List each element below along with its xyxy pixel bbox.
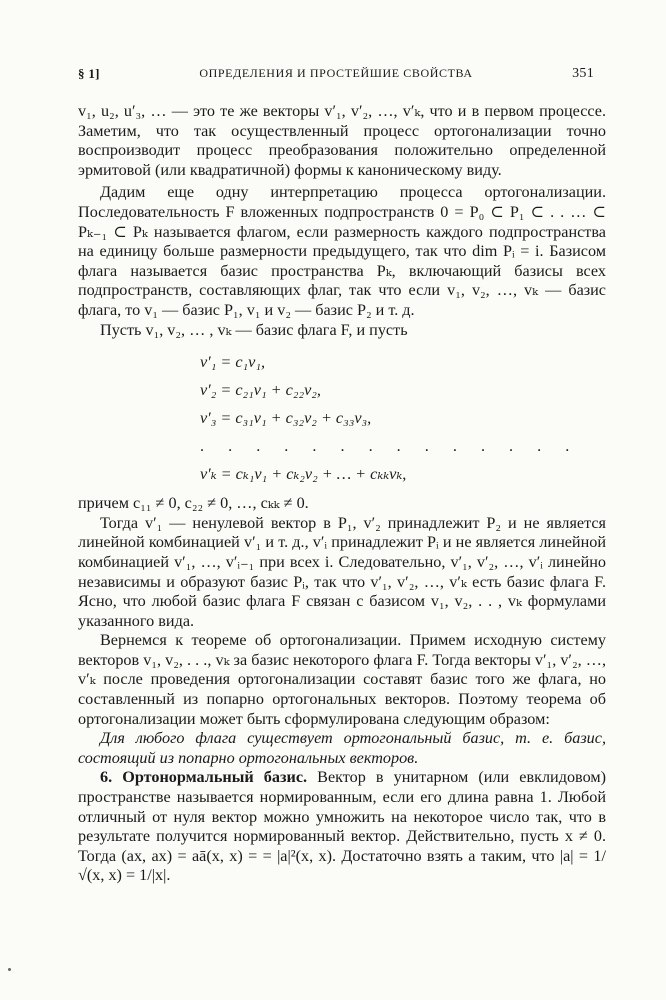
page-speck	[8, 968, 11, 971]
section-marker: § 1]	[78, 66, 100, 81]
formula-block	[200, 348, 606, 488]
formula-line: v′₃ = c₃₁v₁ + c₃₂v₂ + c₃₃v₃,	[200, 409, 372, 428]
formula-line: v′₂ = c₂₁v₁ + c₂₂v₂,	[200, 381, 321, 400]
section-heading: 6. Ортонормальный базис.	[100, 768, 308, 787]
paragraph-continuation: v₁, u₂, u′₃, … — это те же векторы v′₁, v′₂, …, v′ₖ, что и в первом процессе. Заметим, что так осуществленный процесс ортогонализации точно воспроизводит процесс преобразования положительно определенной эрмитовой (или квадратичной) формы к каноническому виду.	[78, 102, 606, 179]
page-number: 351	[572, 66, 594, 81]
running-title: ОПРЕДЕЛЕНИЯ И ПРОСТЕЙШИЕ СВОЙСТВА	[199, 66, 473, 80]
formula-line: v′₁ = c₁v₁,	[200, 353, 266, 372]
formula-ellipsis: . . . . . . . . . . . . . .	[200, 437, 580, 456]
paragraph-coefficients: причем c₁₁ ≠ 0, c₂₂ ≠ 0, …, cₖₖ ≠ 0.	[78, 494, 309, 513]
page-body	[78, 102, 606, 886]
theorem-statement	[78, 729, 606, 768]
theorem-text: Для любого флага существует ортогональный базис, т. е. базис, состоящий из попарно ортогональных векторов.	[78, 729, 606, 767]
paragraph-flag-definition: Дадим еще одну интерпретацию процесса ортогонализации. Последовательность F вложенных подпространств 0 = P₀ ⊂ P₁ ⊂ . . … ⊂ Pₖ₋₁ ⊂ Pₖ называется флагом, если размерность каждого подпространства на единицу больше размерности предыдущего, так что dim Pᵢ = i. Базисом флага называется базис пространства Pₖ, включающий базисы всех подпространств, составляющих флаг, так что если v₁, v₂, …, vₖ — базис флага, то v₁ — базис P₁, v₁ и v₂ — базис P₂ и т. д.	[78, 183, 606, 319]
paragraph-section-6	[78, 768, 606, 886]
section-text: Вектор в унитарном (или евклидовом) пространстве называется нормированным, если его длина равна 1. Любой отличный от нуля вектор можно умножить на некоторое число так, что в результате получится нормированный вектор. Действительно, пусть x ≠ 0. Тогда (ax, ax) = aā(x, x) = = |a|²(x, x). Достаточно взять a таким, что |a| = 1/√(x, x) = 1/|x|.	[78, 768, 606, 885]
paragraph-basis-argument: Тогда v′₁ — ненулевой вектор в P₁, v′₂ принадлежит P₂ и не является линейной комбинацией v′₁ и т. д., v′ᵢ принадлежит Pᵢ и не является линейной комбинацией v′₁, …, v′ᵢ₋₁ при всех i. Следовательно, v′₁, v′₂, …, v′ᵢ линейно независимы и образуют базис Pᵢ, так что v′₁, v′₂, …, v′ₖ есть базис флага F. Ясно, что любой базис флага F связан с базисом v₁, v₂, . . , vₖ формулами указанного вида.	[78, 513, 606, 630]
paragraph-flag-basis: Пусть v₁, v₂, … , vₖ — базис флага F, и пусть	[100, 320, 408, 339]
running-header	[78, 66, 594, 88]
paragraph-theorem-return: Вернемся к теореме об ортогонализации. Примем исходную систему векторов v₁, v₂, . . ., vₖ за базис некоторого флага F. Тогда векторы v′₁, v′₂, …, v′ₖ после проведения ортогонализации составят базис того же флага, но составленный из попарно ортогональных векторов. Поэтому теорема об ортогонализации может быть сформулирована следующим образом:	[78, 631, 606, 728]
formula-line: v′ₖ = cₖ₁v₁ + cₖ₂v₂ + … + cₖₖvₖ,	[200, 465, 407, 484]
